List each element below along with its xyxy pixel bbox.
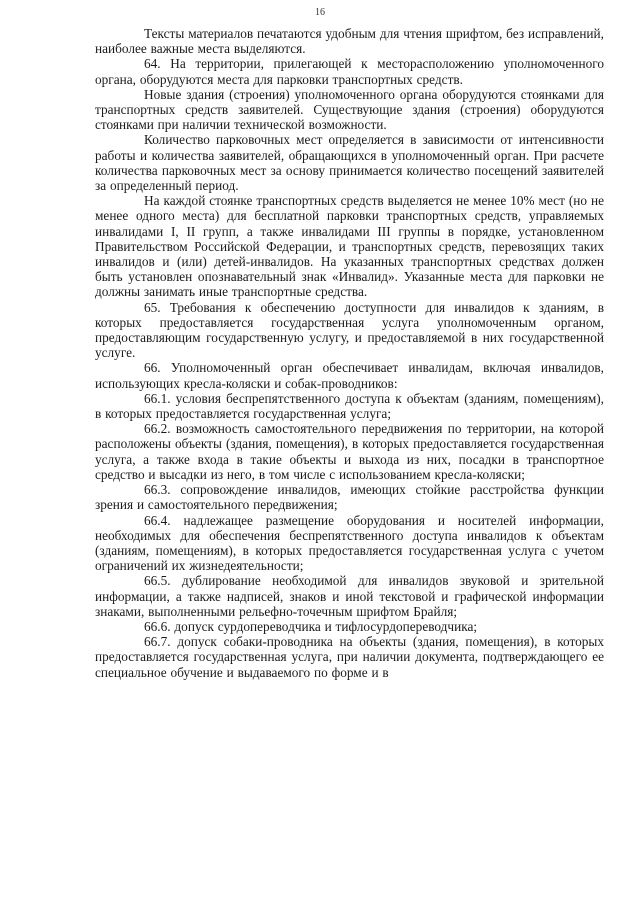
paragraph-fonts: Тексты материалов печатаются удобным для чтения шрифтом, без исправлений, наиболее важные места выделяются. [95,26,604,57]
paragraph-66-4: 66.4. надлежащее размещение оборудования и носителей информации, необходимых для обеспечения беспрепятственного доступа инвалидов к объектам (зданиям, помещениям), в которых предоставляется государственная услуга с учетом ограничений их жизнедеятельности; [95,512,604,574]
paragraph-disabled-parking: На каждой стоянке транспортных средств выделяется не менее 10% мест (но не менее одного места) для бесплатной парковки транспортных средств, управляемых инвалидами I, II групп, а также инвалидами III группы в порядке, установленном Правительством Российской Федерации, и транспортных средств, перевозящих таких инвалидов и (или) детей-инвалидов. На указанных транспортных средствах должен быть установлен опознавательный знак «Инвалид». Указанные места для парковки не должны занимать иные транспортные средства. [95,193,604,300]
paragraph-66-7: 66.7. допуск собаки-проводника на объекты (здания, помещения), в которых предоставляется государственная услуга, при наличии документа, подтверждающего ее специальное обучение и выдаваемого по форме и в [95,634,604,680]
paragraph-66-6: 66.6. допуск сурдопереводчика и тифлосурдопереводчика; [144,618,478,634]
paragraph-65: 65. Требования к обеспечению доступности для инвалидов к зданиям, в которых предоставляется государственная услуга уполномоченным органом, предоставляющим государственную услугу, и предоставляемой в них государственной услуге. [95,299,604,361]
paragraph-parking-count: Количество парковочных мест определяется в зависимости от интенсивности работы и количества заявителей, обращающихся в уполномоченный орган. При расчете количества парковочных мест за основу принимается количество посещений заявителей за определенный период. [95,132,604,194]
paragraph-66: 66. Уполномоченный орган обеспечивает инвалидам, включая инвалидов, использующих кресла-коляски и собак-проводников: [95,360,604,391]
paragraph-64: 64. На территории, прилегающей к месторасположению уполномоченного органа, оборудуются места для парковки транспортных средств. [95,56,604,87]
paragraph-66-5: 66.5. дублирование необходимой для инвалидов звуковой и зрительной информации, а также надписей, знаков и иной текстовой и графической информации знаками, выполненными рельефно-точечным шрифтом Брайля; [95,573,604,619]
paragraph-66-2: 66.2. возможность самостоятельного передвижения по территории, на которой расположены объекты (здания, помещения), в которых предоставляется государственная услуга, а также входа в такие объекты и выхода из них, посадки в транспортное средство и высадки из него, в том числе с использованием кресла-коляски; [95,421,604,482]
page-number: 16 [315,7,325,18]
paragraph-66-3: 66.3. сопровождение инвалидов, имеющих стойкие расстройства функции зрения и самостоятельного передвижения; [95,482,604,513]
document-body [95,26,604,680]
paragraph-66-1: 66.1. условия беспрепятственного доступа к объектам (зданиям, помещениям), в которых предоставляется государственная услуга; [95,390,604,422]
paragraph-new-buildings: Новые здания (строения) уполномоченного органа оборудуются стоянками для транспортных средств заявителей. Существующие здания (строения) оборудуются стоянками при наличии технической возможности. [95,86,604,133]
